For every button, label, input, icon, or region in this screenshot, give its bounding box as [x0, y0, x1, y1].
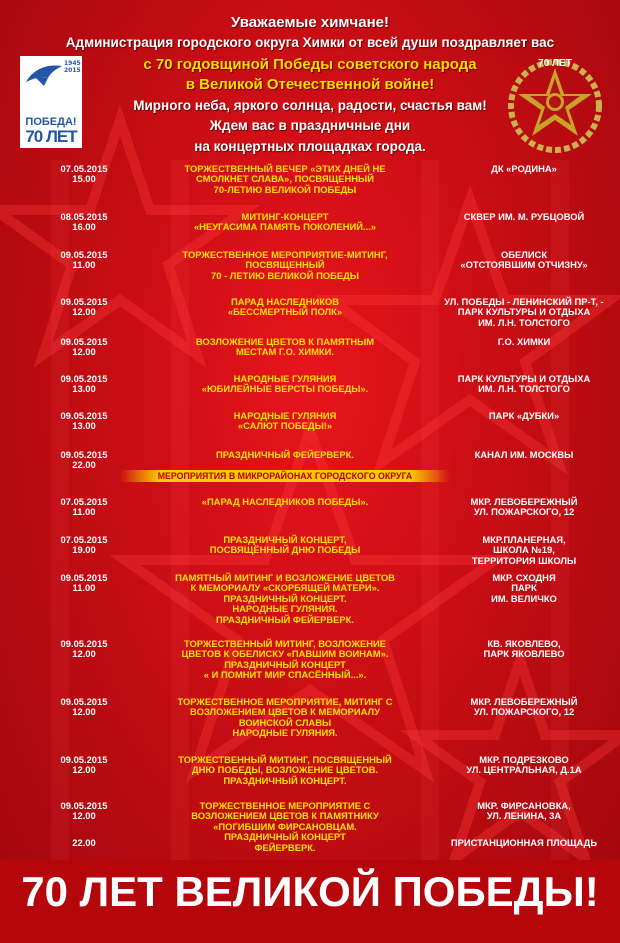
event-place: Г.О. ХИМКИ [497, 336, 551, 347]
greeting-line-7: на концертных площадках города. [194, 139, 426, 154]
event-place: КВ. ЯКОВЛЕВО, ПАРК ЯКОВЛЕВО [483, 638, 565, 660]
emblem-label: 70 ЛЕТ [538, 58, 572, 69]
event-title: ТОРЖЕСТВЕННЫЙ МИТИНГ, ПОСВЯЩЕННЫЙ ДНЮ ПОБЕДЫ, ВОЗЛОЖЕНИЕ ЦВЕТОВ. ПРАЗДНИЧНЫЙ КОНЦЕРТ. [178, 754, 392, 786]
event-date: 09.05.2015 11.00 [60, 572, 108, 594]
district-events-divider: МЕРОПРИЯТИЯ В МИКРОРАЙОНАХ ГОРОДСКОГО ОКРУГА [120, 470, 450, 482]
event-place: УЛ. ПОБЕДЫ - ЛЕНИНСКИЙ ПР-Т, - ПАРК КУЛЬТУРЫ И ОТДЫХА ИМ. Л.Н. ТОЛСТОГО [444, 296, 604, 328]
greeting-line-2: Администрация городского округа Химки от всей души поздравляет вас [65, 35, 555, 50]
event-place: ПРИСТАНЦИОННАЯ ПЛОЩАДЬ [450, 837, 598, 848]
event-place: МКР.ПЛАНЕРНАЯ, ШКОЛА №19, ТЕРРИТОРИЯ ШКОЛЫ [471, 534, 577, 566]
event-title: ПРАЗДНИЧНЫЙ КОНЦЕРТ, ПОСВЯЩЁННЫЙ ДНЮ ПОБЕДЫ [209, 534, 361, 556]
event-place: ДК «РОДИНА» [491, 163, 557, 174]
event-title: ТОРЖЕСТВЕННЫЙ МИТИНГ, ВОЗЛОЖЕНИЕ ЦВЕТОВ К ОБЕЛИСКУ «ПАВШИМ ВОИНАМ». ПРАЗДНИЧНЫЙ КОНЦЕРТ « И ПОМНИТ МИР СПАСЁННЫЙ...». [181, 638, 389, 681]
event-place: МКР. ФИРСАНОВКА, УЛ. ЛЕНИНА, 3А [477, 800, 571, 822]
event-title: ТОРЖЕСТВЕННОЕ МЕРОПРИЯТИЕ С ВОЗЛОЖЕНИЕМ ЦВЕТОВ К ПАМЯТНИКУ «ПОГИБШИМ ФИРСАНОВЦАМ. ПРАЗДНИЧНЫЙ КОНЦЕРТ ФЕЙЕРВЕРК. [191, 800, 379, 853]
event-place: ПАРК КУЛЬТУРЫ И ОТДЫХА ИМ. Л.Н. ТОЛСТОГО [457, 373, 591, 395]
logo-number: 70 ЛЕТ [25, 127, 77, 146]
logo-years: 1945 2015 [64, 60, 81, 74]
event-title: ТОРЖЕСТВЕННОЕ МЕРОПРИЯТИЕ, МИТИНГ С ВОЗЛОЖЕНИЕМ ЦВЕТОВ К МЕМОРИАЛУ ВОИНСКОЙ СЛАВЫ НАРОДНЫЕ ГУЛЯНИЯ. [177, 696, 393, 739]
star-left-top [0, 120, 245, 355]
event-place: МКР. СХОДНЯ ПАРК ИМ. ВЕЛИЧКО [491, 572, 557, 604]
event-date: 09.05.2015 12.00 [60, 696, 108, 718]
event-title: ПРАЗДНИЧНЫЙ ФЕЙЕРВЕРК. [216, 449, 354, 460]
logo-word: ПОБЕДА! [25, 116, 77, 128]
event-date: 09.05.2015 12.00 [60, 638, 108, 660]
event-place: МКР. ЛЕВОБЕРЕЖНЫЙ УЛ. ПОЖАРСКОГО, 12 [470, 496, 578, 518]
event-date: 09.05.2015 13.00 [60, 410, 108, 432]
event-date: 09.05.2015 22.00 [60, 449, 108, 471]
footer-banner [0, 860, 620, 943]
greeting-title: Уважаемые химчане! [231, 14, 389, 31]
event-title: ПАРАД НАСЛЕДНИКОВ «БЕССМЕРТНЫЙ ПОЛК» [227, 296, 343, 318]
event-title: НАРОДНЫЕ ГУЛЯНИЯ «ЮБИЛЕЙНЫЕ ВЕРСТЫ ПОБЕДЫ». [201, 373, 369, 395]
event-place: СКВЕР ИМ. М. РУБЦОВОЙ [463, 211, 585, 222]
event-title: ТОРЖЕСТВЕННОЕ МЕРОПРИЯТИЕ-МИТИНГ, ПОСВЯЩЕННЫЙ 70 - ЛЕТИЮ ВЕЛИКОЙ ПОБЕДЫ [182, 249, 388, 281]
event-place: КАНАЛ ИМ. МОСКВЫ [474, 449, 574, 460]
event-date: 09.05.2015 12.00 [60, 800, 108, 822]
event-date: 07.05.2015 15.00 [60, 163, 108, 185]
event-title: ВОЗЛОЖЕНИЕ ЦВЕТОВ К ПАМЯТНЫМ МЕСТАМ Г.О. ХИМКИ. [195, 336, 375, 358]
event-place: ОБЕЛИСК «ОТСТОЯВШИМ ОТЧИЗНУ» [460, 249, 588, 271]
event-place: МКР. ЛЕВОБЕРЕЖНЫЙ УЛ. ПОЖАРСКОГО, 12 [470, 696, 578, 718]
greeting-line-3: с 70 годовщиной Победы советского народа [143, 56, 477, 73]
event-date: 07.05.2015 11.00 [60, 496, 108, 518]
event-date: 09.05.2015 12.00 [60, 296, 108, 318]
event-date: 09.05.2015 13.00 [60, 373, 108, 395]
event-place: ПАРК «ДУБКИ» [488, 410, 560, 421]
event-title: МИТИНГ-КОНЦЕРТ «НЕУГАСИМА ПАМЯТЬ ПОКОЛЕНИЙ...» [193, 211, 377, 233]
event-title: НАРОДНЫЕ ГУЛЯНИЯ «САЛЮТ ПОБЕДЫ!» [233, 410, 337, 432]
event-title: «ПАРАД НАСЛЕДНИКОВ ПОБЕДЫ». [201, 496, 369, 507]
footer-slogan: 70 ЛЕТ ВЕЛИКОЙ ПОБЕДЫ! [21, 868, 599, 915]
event-date: 07.05.2015 19.00 [60, 534, 108, 556]
greeting-line-6: Ждем вас в праздничные дни [209, 118, 411, 133]
event-title: ПАМЯТНЫЙ МИТИНГ И ВОЗЛОЖЕНИЕ ЦВЕТОВ К МЕМОРИАЛУ «СКОРБЯЩЕЙ МАТЕРИ». ПРАЗДНИЧНЫЙ КОНЦЕРТ. НАРОДНЫЕ ГУЛЯНИЯ. ПРАЗДНИЧНЫЙ ФЕЙЕРВЕРК. [175, 572, 395, 625]
event-place: МКР. ПОДРЕЗКОВО УЛ. ЦЕНТРАЛЬНАЯ, Д.1А [466, 754, 582, 776]
event-date: 09.05.2015 11.00 [60, 249, 108, 271]
event-date: 09.05.2015 12.00 [60, 754, 108, 776]
event-date: 08.05.2015 16.00 [60, 211, 108, 233]
greeting-line-5: Мирного неба, яркого солнца, радости, счастья вам! [133, 98, 487, 113]
event-date: 22.00 [72, 837, 96, 848]
event-title: ТОРЖЕСТВЕННЫЙ ВЕЧЕР «ЭТИХ ДНЕЙ НЕ СМОЛКНЕТ СЛАВА», ПОСВЯЩЕННЫЙ 70-ЛЕТИЮ ВЕЛИКОЙ ПОБЕДЫ [184, 163, 386, 195]
event-date: 09.05.2015 12.00 [60, 336, 108, 358]
greeting-line-4: в Великой Отечественной войне! [185, 76, 435, 93]
